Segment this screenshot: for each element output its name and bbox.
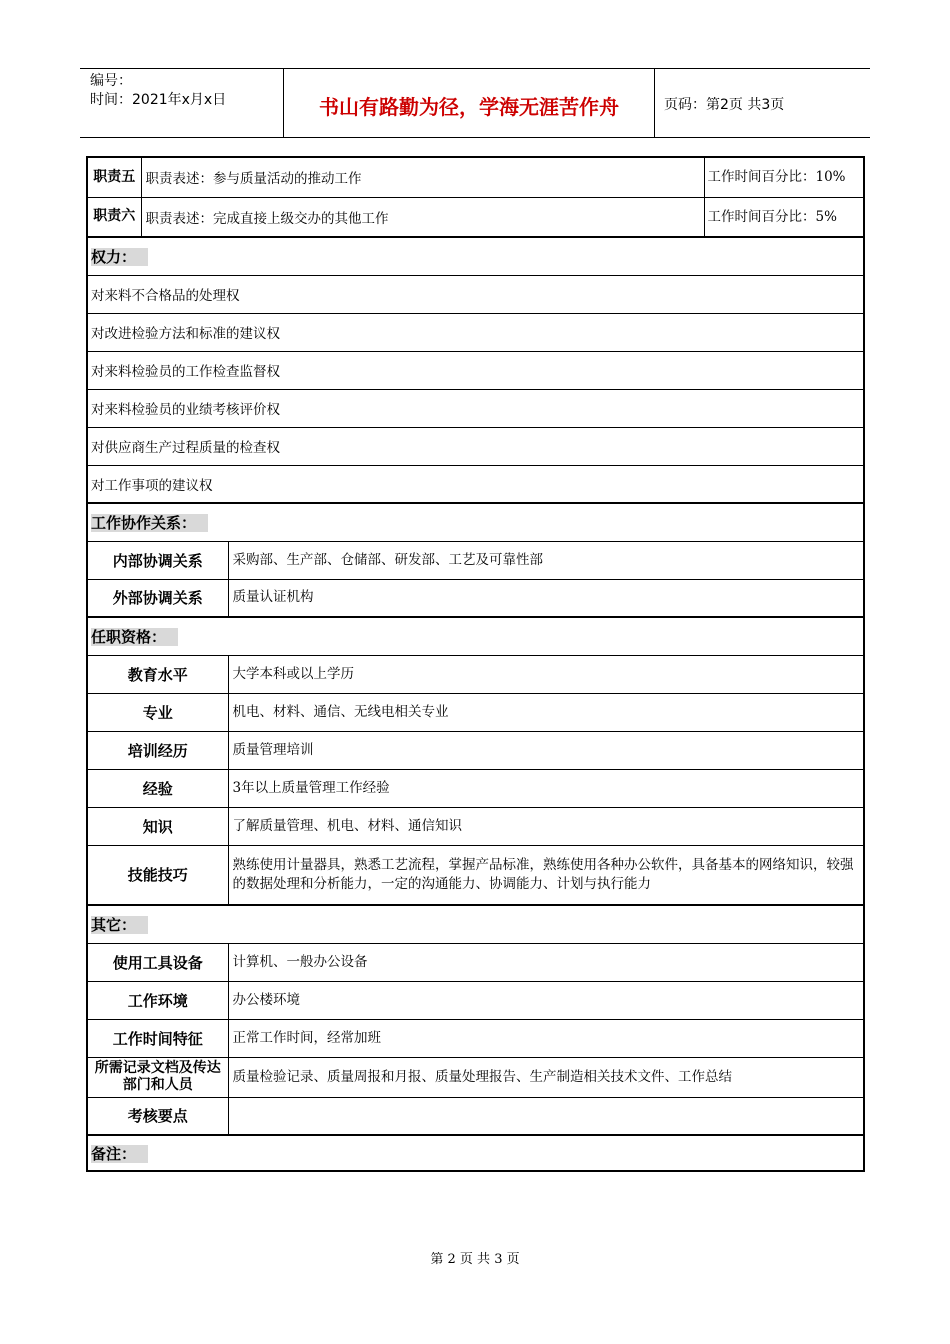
- section-title: 备注：: [91, 1145, 148, 1163]
- duty-row: [87, 157, 864, 197]
- table-row: [87, 981, 864, 1019]
- row-label: 外部协调关系: [87, 579, 228, 617]
- row-label: 经验: [87, 769, 228, 807]
- table-row: [87, 845, 864, 905]
- job-description-table: [86, 156, 865, 1172]
- table-row: [87, 1057, 864, 1097]
- row-value: 熟练使用计量器具，熟悉工艺流程，掌握产品标准，熟练使用各种办公软件，具备基本的网络知识，较强的数据处理和分析能力，一定的沟通能力、协调能力、计划与执行能力: [228, 845, 864, 905]
- list-item: [87, 275, 864, 313]
- page-header: [80, 68, 870, 138]
- section-header-authority: [87, 237, 864, 275]
- list-item: [87, 389, 864, 427]
- row-value: 3年以上质量管理工作经验: [228, 769, 864, 807]
- authority-item: 对来料不合格品的处理权: [87, 275, 864, 313]
- section-title: 工作协作关系：: [91, 514, 208, 532]
- table-row: [87, 541, 864, 579]
- document-date: 时间：2021年x月x日: [90, 92, 227, 108]
- table-row: [87, 769, 864, 807]
- row-value: 质量检验记录、质量周报和月报、质量处理报告、生产制造相关技术文件、工作总结: [228, 1057, 864, 1097]
- table-row: [87, 807, 864, 845]
- list-item: [87, 351, 864, 389]
- duty-percent: 工作时间百分比：10%: [704, 157, 864, 197]
- row-label: 内部协调关系: [87, 541, 228, 579]
- row-label: 培训经历: [87, 731, 228, 769]
- row-label: 所需记录文档及传达部门和人员: [87, 1057, 228, 1097]
- section-header-qualifications: [87, 617, 864, 655]
- table-row: [87, 1097, 864, 1135]
- authority-item: 对工作事项的建议权: [87, 465, 864, 503]
- section-header-cooperation: [87, 503, 864, 541]
- header-page-info: 页码：第2页 共3页: [664, 97, 785, 113]
- header-divider: [654, 69, 655, 137]
- authority-item: 对改进检验方法和标准的建议权: [87, 313, 864, 351]
- section-title: 其它：: [91, 916, 148, 934]
- list-item: [87, 313, 864, 351]
- section-title: 任职资格：: [91, 628, 178, 646]
- row-value: 采购部、生产部、仓储部、研发部、工艺及可靠性部: [228, 541, 864, 579]
- duty-description: 职责表述：完成直接上级交办的其他工作: [141, 197, 704, 237]
- row-value: 质量管理培训: [228, 731, 864, 769]
- document-number-label: 编号：: [90, 73, 132, 89]
- row-label: 工作时间特征: [87, 1019, 228, 1057]
- duty-name: 职责五: [87, 157, 141, 197]
- row-value: 机电、材料、通信、无线电相关专业: [228, 693, 864, 731]
- table-row: [87, 579, 864, 617]
- page-footer: 第 2 页 共 3 页: [430, 1252, 520, 1267]
- table-row: [87, 655, 864, 693]
- table-row: [87, 731, 864, 769]
- table-row: [87, 943, 864, 981]
- row-value: 办公楼环境: [228, 981, 864, 1019]
- row-label: 使用工具设备: [87, 943, 228, 981]
- row-label: 知识: [87, 807, 228, 845]
- row-value: 质量认证机构: [228, 579, 864, 617]
- table-row: [87, 1019, 864, 1057]
- section-header-notes: [87, 1135, 864, 1171]
- row-value: 大学本科或以上学历: [228, 655, 864, 693]
- row-label: 考核要点: [87, 1097, 228, 1135]
- row-label: 专业: [87, 693, 228, 731]
- row-value: [228, 1097, 864, 1135]
- row-label: 教育水平: [87, 655, 228, 693]
- header-meta: [90, 72, 226, 110]
- duty-row: [87, 197, 864, 237]
- duty-percent: 工作时间百分比：5%: [704, 197, 864, 237]
- list-item: [87, 427, 864, 465]
- row-value: 正常工作时间，经常加班: [228, 1019, 864, 1057]
- row-label: 工作环境: [87, 981, 228, 1019]
- section-header-other: [87, 905, 864, 943]
- authority-item: 对来料检验员的工作检查监督权: [87, 351, 864, 389]
- duty-description: 职责表述：参与质量活动的推动工作: [141, 157, 704, 197]
- section-title: 权力：: [91, 248, 148, 266]
- authority-item: 对供应商生产过程质量的检查权: [87, 427, 864, 465]
- row-value: 计算机、一般办公设备: [228, 943, 864, 981]
- header-motto: 书山有路勤为径，学海无涯苦作舟: [319, 95, 619, 119]
- table-row: [87, 693, 864, 731]
- authority-item: 对来料检验员的业绩考核评价权: [87, 389, 864, 427]
- row-value: 了解质量管理、机电、材料、通信知识: [228, 807, 864, 845]
- list-item: [87, 465, 864, 503]
- row-label: 技能技巧: [87, 845, 228, 905]
- duty-name: 职责六: [87, 197, 141, 237]
